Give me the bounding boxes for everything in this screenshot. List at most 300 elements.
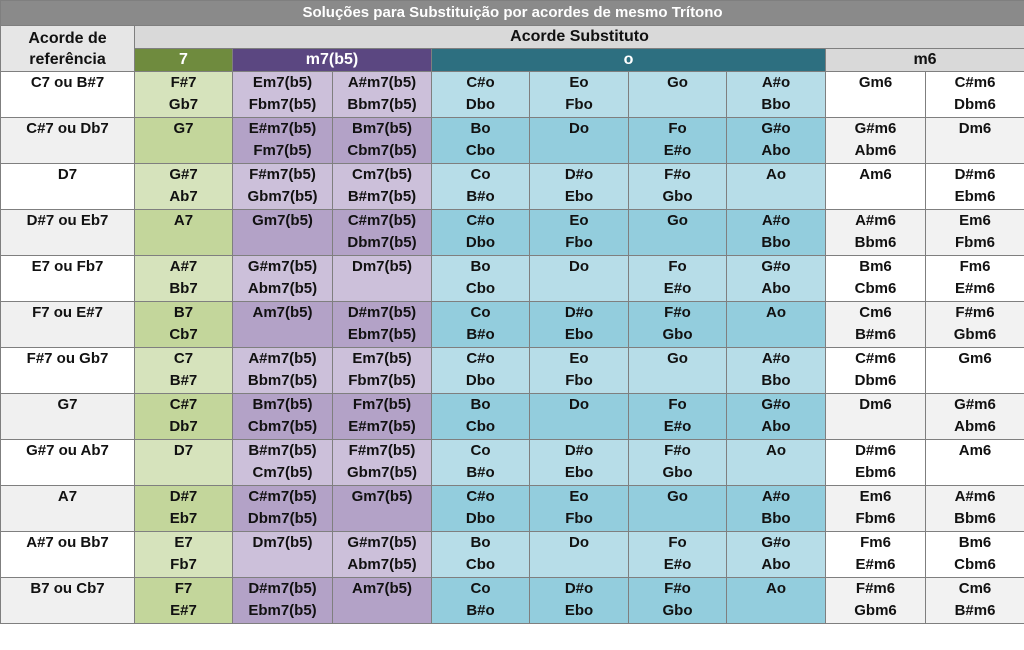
substitute-chord-name: Gm7(b5) [252,212,313,229]
substitute-chord-name: G#o [761,396,791,413]
substitute-chord-cell [333,302,432,348]
substitute-chord-cell [629,532,727,578]
substitute-chord-name: F#o [664,304,691,321]
substitute-chord-name: Am6 [958,442,992,459]
substitute-chord-name: Eo [569,350,589,367]
substitute-chord-name: Bb7 [169,280,198,297]
substitute-chord-name: Gbo [662,602,693,619]
reference-chord-cell [1,118,135,164]
substitute-chord-name [233,232,332,254]
substitute-chord-name: Co [470,166,491,183]
table-row [1,210,1024,256]
substitute-chord-cell [333,532,432,578]
substitute-chord-name: D#m7(b5) [347,304,417,321]
reference-chord-cell [1,532,135,578]
substitute-chord-name: Bm6 [958,534,992,551]
substitute-chord-name: G#7 [169,166,198,183]
substitute-chord-name: G#o [761,258,791,275]
substitute-chord-cell [233,210,333,256]
substitute-chord-name: Fm7(b5) [352,396,412,413]
substitute-chord-cell [233,118,333,164]
substitute-chord-cell [135,394,233,440]
substitute-chord-name: Bo [470,258,491,275]
substitute-chord-name: E#7 [170,602,197,619]
reference-chord-label: E7 ou Fb7 [31,258,104,275]
substitute-chord-name: F#m6 [955,304,995,321]
substitute-chord-name: D#7 [169,488,198,505]
substitute-chord-name: Ao [766,166,786,183]
substitute-chord-name: Cbm7(b5) [347,142,417,159]
substitute-chord-cell [826,394,926,440]
substitute-chord-name [926,462,1024,484]
substitute-chord-name: Go [667,74,688,91]
substitute-chord-name: Co [470,580,491,597]
substitute-chord-name: Gbo [662,326,693,343]
substitute-chord-cell [826,72,926,118]
substitute-chord-cell [432,210,530,256]
substitute-chord-cell [926,210,1024,256]
substitute-chord-name: Eo [569,212,589,229]
substitute-chord-name: Fbm6 [855,510,896,527]
substitute-chord-cell [432,394,530,440]
substitute-chord-cell [926,72,1024,118]
substitute-chord-name: Go [667,350,688,367]
substitute-chord-cell [135,72,233,118]
substitute-chord-cell [629,72,727,118]
substitute-chord-name: A#o [761,212,791,229]
reference-chord-cell [1,578,135,624]
group-header-half-diminished: m7(b5) [233,49,432,72]
substitute-chord-cell [233,72,333,118]
substitute-chord-cell [333,394,432,440]
reference-chord-cell [1,72,135,118]
substitute-chord-name [233,324,332,346]
substitute-chord-cell [530,486,629,532]
substitute-chord-name: D7 [173,442,194,459]
substitute-chord-cell [926,486,1024,532]
substitute-chord-name: Dm6 [859,396,892,413]
substitute-chord-name [629,370,726,392]
substitute-chord-name: D#m6 [954,166,996,183]
substitute-chord-cell [135,256,233,302]
substitute-chord-cell [926,256,1024,302]
substitute-chord-cell [629,164,727,210]
reference-chord-header: Acorde de referência [1,26,135,72]
substitute-chord-name: Abm6 [854,142,897,159]
substitute-chord-cell [727,486,826,532]
substitute-chord-name: Bo [470,120,491,137]
substitute-chord-name: C#m6 [855,350,896,367]
substitute-chord-name [135,232,232,254]
substitute-chord-cell [926,578,1024,624]
substitute-chord-name: D#o [564,166,594,183]
substitute-chord-name [826,186,925,208]
substitute-chord-name: Dbm6 [854,372,897,389]
substitute-chord-name: G#m7(b5) [247,258,318,275]
substitute-chord-cell [926,394,1024,440]
substitute-chord-name: F#7 [170,74,197,91]
substitute-chord-cell [530,394,629,440]
substitute-chord-name: Dbo [465,234,496,251]
substitute-chord-name: Dbo [465,96,496,113]
substitute-chord-name: G#o [761,534,791,551]
substitute-chord-name: Fo [668,258,687,275]
substitute-chord-name: D#o [564,304,594,321]
substitute-chord-name: F#m7(b5) [249,166,316,183]
substitute-chord-cell [629,394,727,440]
substitute-chord-cell [629,302,727,348]
substitute-chord-name: B#m7(b5) [347,188,417,205]
substitute-chord-name: Abo [761,556,791,573]
substitute-chord-name: Ebo [564,326,594,343]
substitute-chord-name: Ebm6 [954,188,996,205]
substitute-chord-cell [727,72,826,118]
substitute-chord-cell [135,302,233,348]
substitute-chord-name: Bbm7(b5) [347,96,417,113]
substitute-chord-name: E7 [174,534,193,551]
substitute-chord-cell [333,440,432,486]
substitute-chord-name: Gbm6 [953,326,997,343]
substitute-chord-name: D#o [564,580,594,597]
substitute-chord-name: Fm7(b5) [253,142,312,159]
substitute-chord-name: Am7(b5) [351,580,412,597]
substitute-chord-name: Fbm7(b5) [348,372,416,389]
substitute-chord-name: Do [569,396,589,413]
substitute-chord-name: C#7 [169,396,198,413]
substitute-chord-cell [629,578,727,624]
substitute-chord-name: Ebo [564,188,594,205]
substitute-chord-cell [530,578,629,624]
substitute-chord-name: F#m6 [855,580,896,597]
substitute-chord-cell [727,164,826,210]
substitute-chord-cell [826,348,926,394]
substitute-chord-cell [926,118,1024,164]
substitute-chord-name: Ebm7(b5) [248,602,317,619]
substitute-chord-cell [926,348,1024,394]
substitute-chord-name: Em6 [959,212,991,229]
substitute-chord-name: E#m6 [855,556,896,573]
substitute-chord-cell [135,486,233,532]
substitute-chord-name: Cm7(b5) [252,464,313,481]
substitute-chord-cell [629,210,727,256]
substitute-chord-name: Bbo [761,234,791,251]
substitute-chord-name: Fbo [565,234,593,251]
substitute-chord-name: E#o [663,280,692,297]
substitute-chord-cell [530,302,629,348]
substitute-chord-cell [233,532,333,578]
table-row [1,302,1024,348]
substitute-chord-cell [826,210,926,256]
substitute-chord-name: Dbm7(b5) [347,234,417,251]
substitute-chord-name: D#m6 [855,442,896,459]
table-row [1,348,1024,394]
reference-chord-cell [1,440,135,486]
substitute-chord-name: Fm6 [959,258,991,275]
substitute-chord-name: Go [667,488,688,505]
substitute-chord-name: Eo [569,74,589,91]
substitute-chord-name: Bbo [761,510,791,527]
substitute-chord-name: B#o [466,464,495,481]
substitute-chord-name: A#m6 [855,212,896,229]
substitute-chord-name: B#m7(b5) [248,442,317,459]
substitute-chord-name: E#m7(b5) [248,120,317,137]
substitute-chord-name: Bo [470,534,491,551]
substitute-chord-cell [135,578,233,624]
substitute-chord-cell [233,440,333,486]
substitute-chord-name: B#7 [169,372,198,389]
substitute-chord-name: Em7(b5) [252,74,313,91]
substitute-chord-name: Fbm6 [955,234,996,251]
substitute-chord-cell [530,348,629,394]
substitute-chord-name: Bo [470,396,491,413]
substitute-chord-name: Go [667,212,688,229]
substitute-chord-name: Abm7(b5) [247,280,318,297]
substitute-chord-name: F#o [664,580,691,597]
substitute-chord-name: Bbo [761,96,791,113]
substitute-chord-name: G#m6 [954,396,996,413]
substitute-chord-cell [629,440,727,486]
substitute-chord-name: Gbm7(b5) [346,464,417,481]
reference-chord-label: G#7 ou Ab7 [26,442,109,459]
substitute-chord-cell [432,256,530,302]
substitute-chord-cell [135,348,233,394]
substitute-chord-name: Dm7(b5) [351,258,412,275]
reference-chord-cell [1,210,135,256]
substitute-chord-name [233,554,332,576]
substitute-chord-cell [333,164,432,210]
substitute-chord-name: Fm6 [860,534,891,551]
substitute-chord-name: Am7(b5) [252,304,313,321]
substitute-chord-name: E#o [663,418,692,435]
substitute-chord-name: C#m7(b5) [248,488,317,505]
substitute-chord-cell [432,302,530,348]
substitute-chord-cell [432,164,530,210]
substitute-chord-name [333,600,431,622]
reference-chord-label: C#7 ou Db7 [26,120,109,137]
substitute-chord-name: A7 [173,212,194,229]
substitute-chord-name: Co [470,304,491,321]
substitute-chord-name: Bbm7(b5) [247,372,318,389]
substitute-chord-name: Cb7 [169,326,198,343]
substitute-chord-name: Do [569,120,589,137]
reference-chord-label: F#7 ou Gb7 [26,350,109,367]
substitute-chord-name: A#7 [169,258,198,275]
substitute-chord-name: Gm7(b5) [351,488,413,505]
substitute-chord-name: Abo [761,280,791,297]
substitute-chord-cell [926,302,1024,348]
table-row [1,164,1024,210]
substitute-chord-name: F7 [174,580,193,597]
substitute-chord-cell [233,348,333,394]
substitute-chord-name: F#m7(b5) [348,442,416,459]
substitute-chord-name [333,278,431,300]
substitute-chord-name: A#m7(b5) [347,74,417,91]
substitute-chord-cell [333,256,432,302]
substitute-chord-name: G7 [173,120,194,137]
substitute-chord-name [333,508,431,530]
reference-chord-label: B7 ou Cb7 [30,580,105,597]
substitute-chord-name: Dbo [465,372,496,389]
table-row [1,394,1024,440]
substitute-chord-cell [233,394,333,440]
substitute-chord-name [135,140,232,162]
substitute-chord-name: Gm6 [958,350,992,367]
substitute-chord-name [629,508,726,530]
substitute-chord-name: A#m7(b5) [248,350,317,367]
substitute-chord-cell [530,118,629,164]
substitute-chord-name: Em7(b5) [352,350,412,367]
substitute-chord-cell [727,118,826,164]
substitute-chord-name: Cbm6 [954,556,996,573]
table-row [1,72,1024,118]
substitute-chord-cell [826,256,926,302]
substitute-chord-name: Dbo [465,510,496,527]
reference-chord-label: C7 ou B#7 [30,74,105,91]
substitute-chord-cell [727,256,826,302]
substitute-chord-name: G#m6 [854,120,897,137]
substitute-chord-cell [727,394,826,440]
substitute-chord-name: B#o [466,326,495,343]
substitute-chord-cell [432,532,530,578]
substitute-chord-cell [233,486,333,532]
substitute-chord-name: A#o [761,74,791,91]
substitute-chord-name: B#o [466,602,495,619]
substitute-chord-name [629,94,726,116]
substitute-chord-name [135,462,232,484]
substitute-chord-cell [432,118,530,164]
group-header-diminished: o [432,49,826,72]
reference-chord-label: A7 [57,488,78,505]
substitute-chord-name: C#o [466,74,495,91]
substitute-chord-cell [530,256,629,302]
substitute-chord-name: Ebm7(b5) [347,326,417,343]
substitute-chord-cell [135,118,233,164]
substitute-chord-cell [233,578,333,624]
substitute-chord-name: Bbm6 [954,510,996,527]
substitute-chord-cell [926,164,1024,210]
substitute-chord-name: F#o [664,166,691,183]
substitute-chord-name [530,140,628,162]
substitute-chord-name: Dbm7(b5) [247,510,318,527]
substitute-chord-name: Em6 [859,488,892,505]
substitute-chord-name: Bm7(b5) [252,396,313,413]
table-row [1,486,1024,532]
substitute-chord-cell [333,118,432,164]
substitute-chord-cell [530,210,629,256]
substitute-chord-cell [432,440,530,486]
substitute-chord-cell [727,440,826,486]
substitute-chord-cell [333,486,432,532]
substitute-chord-cell [432,348,530,394]
substitute-chord-cell [135,210,233,256]
substitute-chord-cell [727,532,826,578]
substitute-chord-name [530,554,628,576]
substitute-chord-name [629,232,726,254]
table-row [1,532,1024,578]
substitute-chord-cell [826,578,926,624]
table-row [1,578,1024,624]
substitute-chord-name: Bbm6 [854,234,897,251]
substitute-chord-name [530,416,628,438]
substitute-chord-name: D#o [564,442,594,459]
substitute-chord-name: Bbo [761,372,791,389]
substitute-chord-name: D#m7(b5) [248,580,317,597]
substitute-chord-name: Abo [761,142,791,159]
substitute-chord-name: Bm7(b5) [351,120,412,137]
substitute-chord-cell [333,578,432,624]
substitute-chord-name [926,140,1024,162]
reference-chord-cell [1,164,135,210]
substitute-chord-name: A#o [761,488,791,505]
substitute-chord-name: Ao [766,304,786,321]
reference-chord-label: G7 [57,396,78,413]
substitute-chord-cell [333,210,432,256]
substitute-chord-name: C#o [466,212,495,229]
substitute-chord-name: Ab7 [169,188,198,205]
substitute-chord-name: Cm7(b5) [351,166,412,183]
substitute-chord-name: Fo [668,534,687,551]
substitute-chord-name: C7 [173,350,194,367]
substitute-chord-name: Eo [569,488,589,505]
substitute-chord-cell [432,578,530,624]
table-title: Soluções para Substituição por acordes de mesmo Trítono [1,1,1024,26]
substitute-chord-name: Db7 [169,418,198,435]
group-header-minor6: m6 [826,49,1024,72]
substitute-chord-name: Ebm6 [855,464,896,481]
substitute-chord-name: Gbm7(b5) [247,188,318,205]
substitute-chord-cell [233,302,333,348]
substitute-chord-cell [727,578,826,624]
substitute-chord-name: Cbo [465,280,496,297]
substitute-chord-name [727,462,825,484]
substitute-chord-name: E#m6 [954,280,996,297]
substitute-chord-name: Fbm7(b5) [248,96,317,113]
substitute-chord-cell [530,164,629,210]
reference-chord-cell [1,256,135,302]
substitute-chord-name: C#o [466,488,495,505]
substitute-chord-cell [629,486,727,532]
substitute-chord-name: Co [470,442,491,459]
substitute-chord-name: Gbm6 [854,602,897,619]
reference-chord-cell [1,302,135,348]
substitute-chord-name: Eb7 [169,510,198,527]
substitute-chord-cell [233,256,333,302]
substitute-chord-cell [826,302,926,348]
substitute-chord-name: Cbm7(b5) [247,418,318,435]
substitute-chord-name: Dm7(b5) [252,534,313,551]
substitute-chord-cell [727,210,826,256]
substitute-chord-name: Abm7(b5) [347,556,417,573]
substitute-chord-name: Cm6 [859,304,892,321]
substitute-chord-cell [826,486,926,532]
substitute-chord-cell [432,72,530,118]
substitute-chord-name: Fbo [565,372,593,389]
substitute-chord-name: C#m7(b5) [347,212,417,229]
reference-chord-cell [1,348,135,394]
substitute-chord-name: E#m7(b5) [348,418,416,435]
substitute-chord-cell [629,118,727,164]
substitute-chord-name: E#o [663,142,692,159]
substitute-chord-cell [135,440,233,486]
substitute-chord-name: B#o [466,188,495,205]
substitute-chord-name: B#m6 [855,326,896,343]
substitute-chord-name: Cbo [465,556,496,573]
substitute-chord-cell [926,440,1024,486]
substitute-chord-cell [135,532,233,578]
substitute-chord-cell [629,256,727,302]
substitute-chord-cell [629,348,727,394]
substitute-chord-cell [432,486,530,532]
